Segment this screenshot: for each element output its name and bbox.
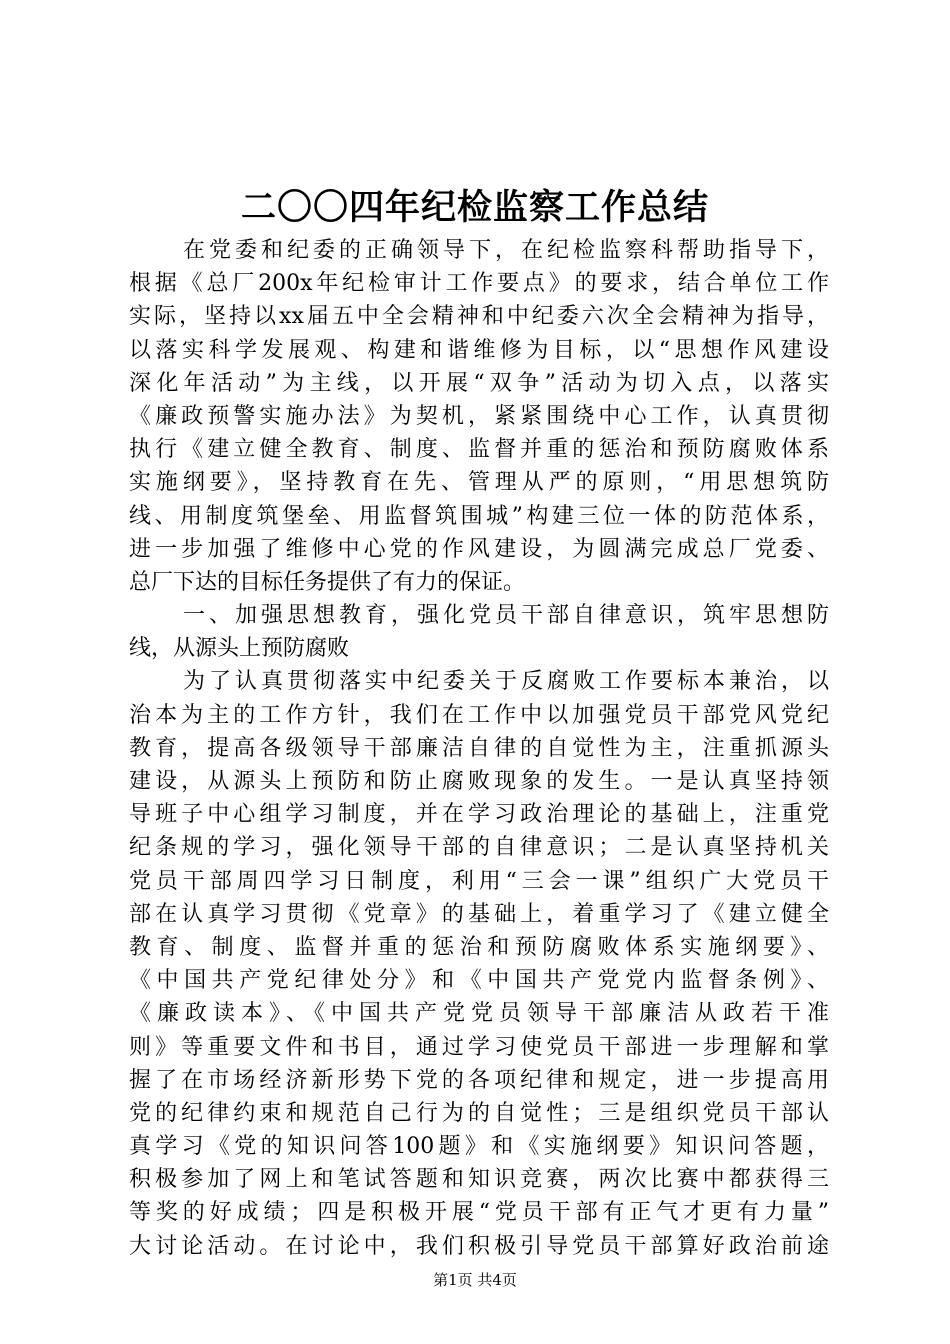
text-line: 为了认真贯彻落实中纪委关于反腐败工作要标本兼治，以 (183, 669, 829, 695)
page-footer: 第1页 共4页 (433, 1271, 517, 1289)
section-heading-line: 线，从源头上预防腐败 (129, 636, 350, 662)
text-line: 部在认真学习贯彻《党章》的基础上，着重学习了《建立健全 (129, 901, 829, 927)
text-line: 党员干部周四学习日制度，利用“三会一课”组织广大党员干 (129, 868, 829, 894)
text-line: 深化年活动”为主线，以开展“双争”活动为切入点，以落实 (129, 370, 829, 396)
text-line: 执行《建立健全教育、制度、监督并重的惩治和预防腐败体系 (129, 437, 829, 463)
text-line: 纪条规的学习，强化领导干部的自律意识；二是认真坚持机关 (129, 835, 829, 861)
text-line: 以落实科学发展观、构建和谐维修为目标，以“思想作风建设 (129, 337, 829, 363)
text-line: 总厂下达的目标任务提供了有力的保证。 (129, 569, 526, 595)
text-line: 《廉政预警实施办法》为契机，紧紧围绕中心工作，认真贯彻 (129, 403, 829, 429)
document-body (129, 234, 829, 1263)
text-line: 党的纪律约束和规范自己行为的自觉性；三是组织党员干部认 (129, 1100, 829, 1126)
text-line: 积极参加了网上和笔试答题和知识竞赛，两次比赛中都获得三 (129, 1167, 829, 1193)
text-line: 教育、制度、监督并重的惩治和预防腐败体系实施纲要》、 (129, 934, 829, 960)
text-line: 大讨论活动。在讨论中，我们积极引导党员干部算好政治前途 (129, 1233, 829, 1259)
text-line: 《中国共产党纪律处分》和《中国共产党党内监督条例》、 (129, 968, 829, 994)
text-line: 握了在市场经济新形势下党的各项纪律和规定，进一步提高用 (129, 1067, 829, 1093)
text-line: 在党委和纪委的正确领导下，在纪检监察科帮助指导下， (183, 238, 829, 263)
text-line: 实施纲要》，坚持教育在先、管理从严的原则，“用思想筑防 (129, 470, 829, 496)
text-line: 真学习《党的知识问答100题》和《实施纲要》知识问答题， (129, 1134, 829, 1160)
text-line: 等奖的好成绩；四是积极开展“党员干部有正气才更有力量” (129, 1200, 829, 1226)
text-line: 治本为主的工作方针，我们在工作中以加强党员干部党风党纪 (129, 702, 829, 728)
text-line: 实际，坚持以xx届五中全会精神和中纪委六次全会精神为指导， (129, 304, 829, 330)
section-heading-line: 一、加强思想教育，强化党员干部自律意识，筑牢思想防 (183, 603, 829, 629)
text-line: 根据《总厂200x年纪检审计工作要点》的要求，结合单位工作 (129, 271, 829, 297)
text-line: 进一步加强了维修中心党的作风建设，为圆满完成总厂党委、 (129, 536, 829, 562)
text-line: 则》等重要文件和书目，通过学习使党员干部进一步理解和掌 (129, 1034, 829, 1060)
text-line: 教育，提高各级领导干部廉洁自律的自觉性为主，注重抓源头 (129, 735, 829, 761)
text-line: 建设，从源头上预防和防止腐败现象的发生。一是认真坚持领 (129, 769, 829, 794)
text-line: 《廉政读本》、《中国共产党党员领导干部廉洁从政若干准 (129, 1001, 829, 1027)
text-line: 导班子中心组学习制度，并在学习政治理论的基础上，注重党 (129, 802, 829, 828)
document-title: 二〇〇四年纪检监察工作总结 (240, 187, 709, 228)
text-line: 线、用制度筑堡垒、用监督筑围城”构建三位一体的防范体系， (129, 503, 829, 529)
